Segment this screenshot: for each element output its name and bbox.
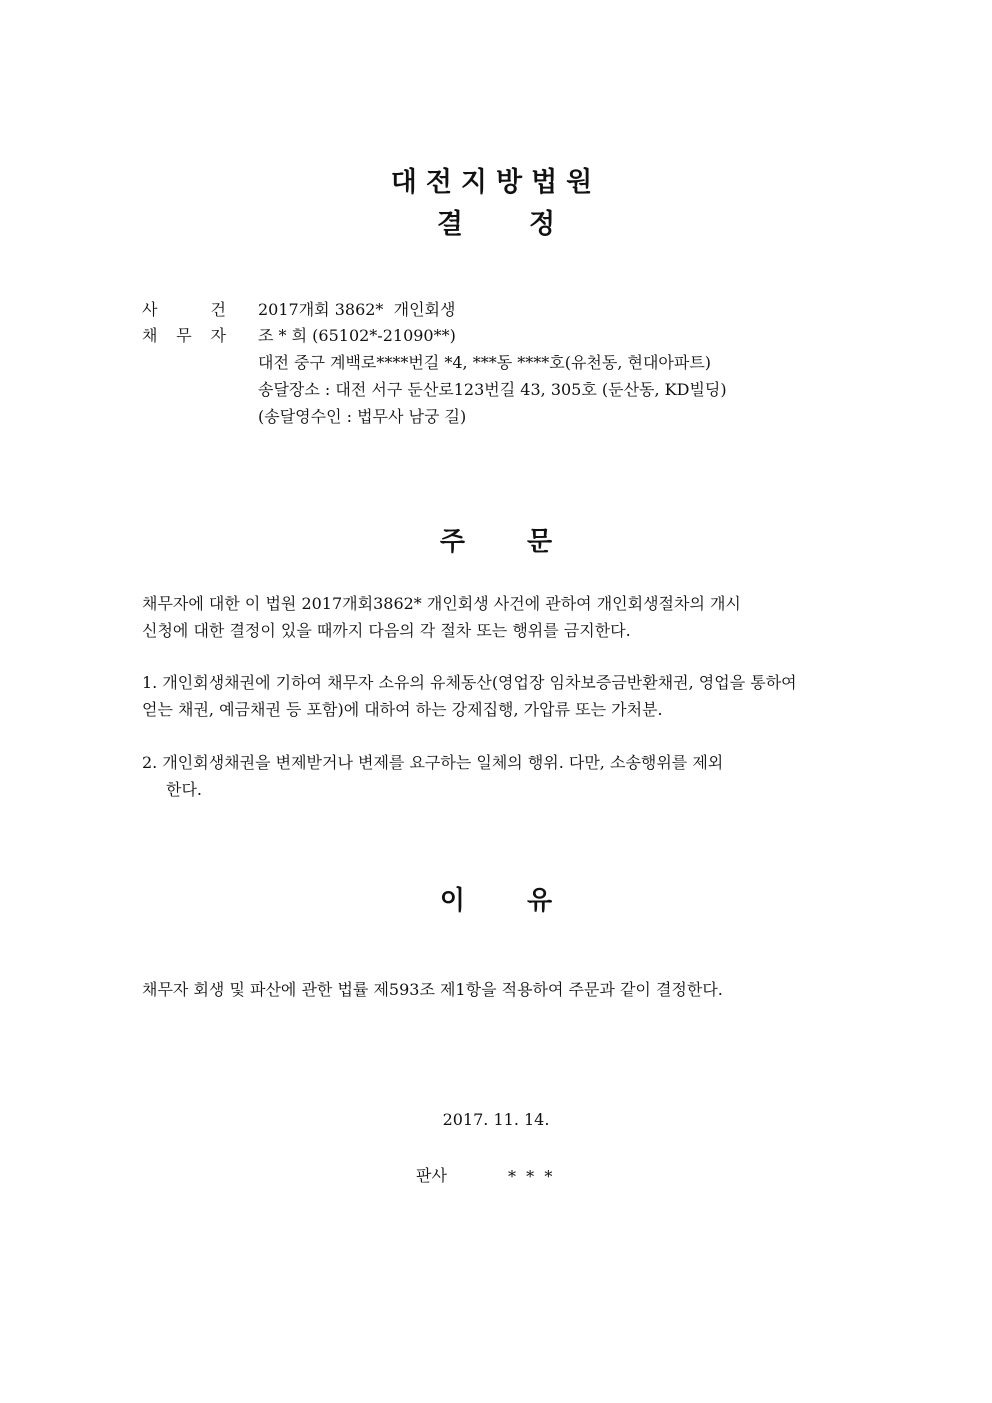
debtor-address: 대전 중구 계백로****번길 *4, ***동 ****호(유천동, 현대아파트) (258, 353, 712, 372)
order-heading: 주 문 (439, 527, 553, 557)
order-intro-line-2: 신청에 대한 결정이 있을 때까지 다음의 각 절차 또는 행위를 금지한다. (142, 621, 631, 640)
document-type-char-1: 결 (436, 209, 463, 240)
document-type-char-2: 정 (529, 209, 556, 240)
document-type-title (0, 202, 992, 241)
case-number: 2017개회 3862* 개인회생 (258, 300, 456, 319)
debtor-name: 조 * 희 (65102*-21090**) (258, 326, 456, 345)
debtor-label: 채 무 자 (142, 326, 226, 345)
order-item-1-line-1: 1. 개인회생채권에 기하여 채무자 소유의 유체동산(영업장 임차보증금반환채권, 영업을 통하여 (142, 673, 797, 692)
service-address: 송달장소 : 대전 서구 둔산로123번길 43, 305호 (둔산동, KD빌딩) (258, 380, 727, 399)
judge-name: * * * (508, 1167, 553, 1186)
order-item-2-line-1: 2. 개인회생채권을 변제받거나 변제를 요구하는 일체의 행위. 다만, 소송행위를 제외 (142, 753, 724, 772)
decision-date: 2017. 11. 14. (442, 1110, 550, 1129)
order-item-2-line-2: 한다. (166, 780, 202, 799)
case-label: 사 건 (142, 300, 226, 319)
service-recipient: (송달영수인 : 법무사 남궁 길) (258, 407, 467, 426)
judge-label: 판사 (416, 1166, 447, 1185)
court-name: 대전지방법원 (390, 167, 602, 198)
reason-heading: 이 유 (439, 886, 553, 916)
reason-text: 채무자 회생 및 파산에 관한 법률 제593조 제1항을 적용하여 주문과 같이 결정한다. (142, 980, 723, 999)
order-intro-line-1: 채무자에 대한 이 법원 2017개회3862* 개인회생 사건에 관하여 개인회생절차의 개시 (142, 594, 741, 613)
order-item-1-line-2: 얻는 채권, 예금채권 등 포함)에 대하여 하는 강제집행, 가압류 또는 가처분. (142, 700, 663, 719)
